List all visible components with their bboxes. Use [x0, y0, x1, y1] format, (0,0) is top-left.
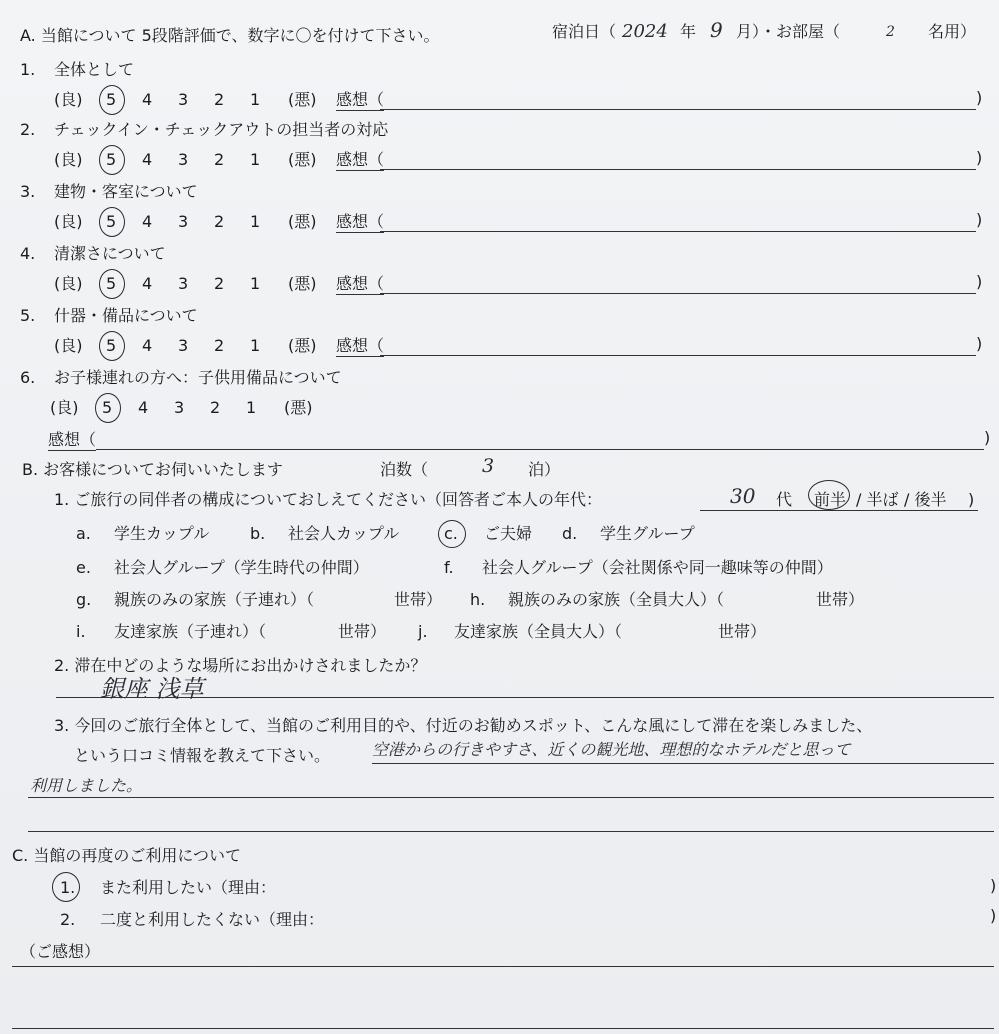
question-6-impression-close: ) — [984, 428, 991, 447]
question-5-impression-close: ) — [976, 334, 983, 353]
question-3-number: 3. — [20, 182, 36, 201]
question-5-score-1: 1 — [250, 336, 261, 355]
question-2-selected-mark — [99, 145, 125, 175]
revisit-option-1-no: 1. — [60, 878, 76, 897]
question-1-score-1: 1 — [250, 90, 261, 109]
option-g-suffix: 世帯） — [394, 590, 443, 609]
question-2-score-3: 3 — [178, 150, 189, 169]
stay-year: 2024 — [622, 21, 668, 42]
question-1-good-label: (良) — [54, 90, 83, 109]
section-b-heading: B. お客様についてお伺いいたします — [22, 460, 283, 479]
room-label: 月）・お部屋（ — [736, 22, 841, 41]
option-i-suffix: 世帯） — [338, 622, 387, 641]
option-b-label: 社会人カップル — [288, 524, 400, 543]
question-6-number: 6. — [20, 368, 36, 387]
nights-unit: 泊） — [528, 460, 561, 479]
question-1-score-3: 3 — [178, 90, 189, 109]
question-4-score-3: 3 — [178, 274, 189, 293]
option-i-key: i. — [76, 622, 86, 641]
question-6-impression-line — [96, 449, 984, 450]
question-3-title: 建物・客室について — [54, 182, 198, 201]
question-2-title: チェックイン・チェックアウトの担当者の対応 — [54, 120, 389, 139]
q2-answer-line — [56, 697, 994, 698]
question-4-score-4: 4 — [142, 274, 153, 293]
question-5-title: 什器・備品について — [54, 306, 198, 325]
q3-answer-line-3 — [28, 831, 994, 832]
question-3-score-1: 1 — [250, 212, 261, 231]
q2-text: 2. 滞在中どのような場所にお出かけされましたか？ — [54, 656, 427, 675]
question-5-impression-label: 感想（ — [336, 336, 385, 355]
question-4-impression-close: ) — [976, 272, 983, 291]
option-i-label: 友達家族（子連れ）（ — [114, 622, 267, 641]
question-4-bad-label: (悪) — [288, 274, 317, 293]
question-4-good-label: (良) — [54, 274, 83, 293]
question-6-good-label: (良) — [50, 398, 79, 417]
question-4-score-2: 2 — [214, 274, 225, 293]
question-2-good-label: (良) — [54, 150, 83, 169]
q3-answer-line2: 利用しました。 — [30, 776, 143, 795]
option-b-key: b. — [250, 524, 266, 543]
q1-text: 1. ご旅行の同伴者の構成についておしえてください（回答者ご本人の年代： — [54, 490, 603, 509]
revisit-option-2-close: ) — [990, 906, 997, 925]
revisit-option-2-label: 二度と利用したくない（理由： — [100, 910, 325, 929]
question-3-score-2: 2 — [214, 212, 225, 231]
question-3-impression-close: ) — [976, 210, 983, 229]
question-4-score-5: 5 — [106, 274, 117, 293]
question-6-score-3: 3 — [174, 398, 185, 417]
question-1-impression-close: ) — [976, 88, 983, 107]
question-4-impression-label: 感想（ — [336, 274, 385, 293]
option-h-key: h. — [470, 590, 486, 609]
option-j-label: 友達家族（全員大人）（ — [454, 622, 623, 641]
age-underline — [700, 510, 978, 511]
option-f-label: 社会人グループ（会社関係や同一趣味等の仲間） — [482, 558, 833, 577]
option-g-key: g. — [76, 590, 92, 609]
age-close-paren: ) — [968, 490, 975, 509]
option-a-label: 学生カップル — [114, 524, 210, 543]
question-3-selected-mark — [99, 207, 125, 237]
revisit-option-1-mark — [52, 872, 80, 902]
question-3-bad-label: (悪) — [288, 212, 317, 231]
age-unit: 代 — [776, 490, 793, 509]
q3-answer-line — [372, 763, 994, 764]
question-2-impression-close: ) — [976, 148, 983, 167]
question-5-selected-mark — [99, 331, 125, 361]
section-a-heading: A. 当館について 5段階評価で、数字に〇を付けて下さい。 — [20, 26, 440, 45]
question-2-score-1: 1 — [250, 150, 261, 169]
question-3-impression-line — [380, 231, 976, 232]
question-6-score-1: 1 — [246, 398, 257, 417]
question-3-score-3: 3 — [178, 212, 189, 231]
question-6-bad-label: (悪) — [284, 398, 313, 417]
question-2-bad-label: (悪) — [288, 150, 317, 169]
question-1-impression-line — [380, 109, 976, 110]
option-j-suffix: 世帯） — [718, 622, 767, 641]
question-1-bad-label: (悪) — [288, 90, 317, 109]
age-value: 30 — [730, 484, 756, 508]
question-3-score-5: 5 — [106, 212, 117, 231]
question-2-score-5: 5 — [106, 150, 117, 169]
question-6-score-2: 2 — [210, 398, 221, 417]
question-6-score-5: 5 — [102, 398, 113, 417]
q3-text-2: という口コミ情報を教えて下さい。 — [74, 746, 331, 765]
option-e-label: 社会人グループ（学生時代の仲間） — [114, 558, 369, 577]
option-j-key: j. — [418, 622, 428, 641]
question-5-score-3: 3 — [178, 336, 189, 355]
question-1-title: 全体として — [54, 60, 135, 79]
revisit-option-1-close: ) — [990, 876, 997, 895]
option-d-key: d. — [562, 524, 578, 543]
question-5-score-4: 4 — [142, 336, 153, 355]
question-5-bad-label: (悪) — [288, 336, 317, 355]
question-4-title: 清潔さについて — [54, 244, 166, 263]
section-c-heading: C. 当館の再度のご利用について — [12, 846, 242, 865]
impression-line-2 — [12, 1028, 994, 1029]
option-d-label: 学生グループ — [600, 524, 695, 543]
question-4-number: 4. — [20, 244, 36, 263]
question-2-number: 2. — [20, 120, 36, 139]
option-h-label: 親族のみの家族（全員大人）（ — [508, 590, 725, 609]
impression-label: （ご感想） — [20, 942, 101, 961]
option-c-selected-mark — [438, 520, 466, 548]
question-6-selected-mark — [95, 393, 121, 423]
stay-month: 9 — [710, 18, 723, 42]
option-h-suffix: 世帯） — [816, 590, 865, 609]
question-2-score-2: 2 — [214, 150, 225, 169]
room-unit: 名用） — [928, 22, 977, 41]
option-g-label: 親族のみの家族（子連れ）（ — [114, 590, 315, 609]
question-2-impression-label: 感想（ — [336, 150, 385, 169]
question-2-impression-line — [380, 169, 976, 170]
option-c-label: ご夫婦 — [484, 524, 533, 543]
question-4-selected-mark — [99, 269, 125, 299]
question-1-selected-mark — [99, 85, 125, 115]
impression-line — [12, 966, 994, 967]
q3-text: 3. 今回のご旅行全体として、当館のご利用目的や、付近のお勧めスポット、こんな風にして滞在を楽しみました、 — [54, 716, 873, 735]
question-2-score-4: 4 — [142, 150, 153, 169]
question-3-score-4: 4 — [142, 212, 153, 231]
question-1-score-2: 2 — [214, 90, 225, 109]
question-5-score-5: 5 — [106, 336, 117, 355]
question-6-impression-label: 感想（ — [48, 430, 97, 449]
question-6-title: お子様連れの方へ：子供用備品について — [54, 368, 342, 387]
stay-date-label: 宿泊日（ — [552, 22, 617, 41]
nights-value: 3 — [482, 455, 495, 477]
question-3-impression-label: 感想（ — [336, 212, 385, 231]
question-1-number: 1. — [20, 60, 36, 79]
question-3-good-label: (良) — [54, 212, 83, 231]
revisit-option-1-label: また利用したい（理由： — [100, 878, 277, 897]
nights-label: 泊数（ — [380, 460, 429, 479]
q3-answer-line1: 空港からの行きやすさ、近くの観光地、理想的なホテルだと思って — [372, 740, 851, 759]
question-5-impression-line — [380, 355, 976, 356]
question-1-impression-label: 感想（ — [336, 90, 385, 109]
question-6-score-4: 4 — [138, 398, 149, 417]
age-selected-mark — [808, 480, 850, 510]
question-4-score-1: 1 — [250, 274, 261, 293]
age-part-late: / 後半 — [904, 490, 947, 509]
age-part-mid: / 半ば — [856, 490, 899, 509]
question-1-score-5: 5 — [106, 90, 117, 109]
revisit-option-2-no: 2. — [60, 910, 76, 929]
question-5-number: 5. — [20, 306, 36, 325]
stay-year-unit: 年 — [680, 22, 697, 41]
option-a-key: a. — [76, 524, 91, 543]
question-5-score-2: 2 — [214, 336, 225, 355]
option-f-key: f. — [444, 558, 454, 577]
option-c-key: c. — [444, 524, 458, 543]
room-persons: 2 — [886, 24, 895, 40]
q2-answer: 銀座 浅草 — [100, 675, 204, 703]
option-e-key: e. — [76, 558, 91, 577]
question-1-score-4: 4 — [142, 90, 153, 109]
question-4-impression-line — [380, 293, 976, 294]
q3-answer-line-2 — [28, 797, 994, 798]
question-5-good-label: (良) — [54, 336, 83, 355]
age-part-early: 前半 — [814, 490, 847, 509]
